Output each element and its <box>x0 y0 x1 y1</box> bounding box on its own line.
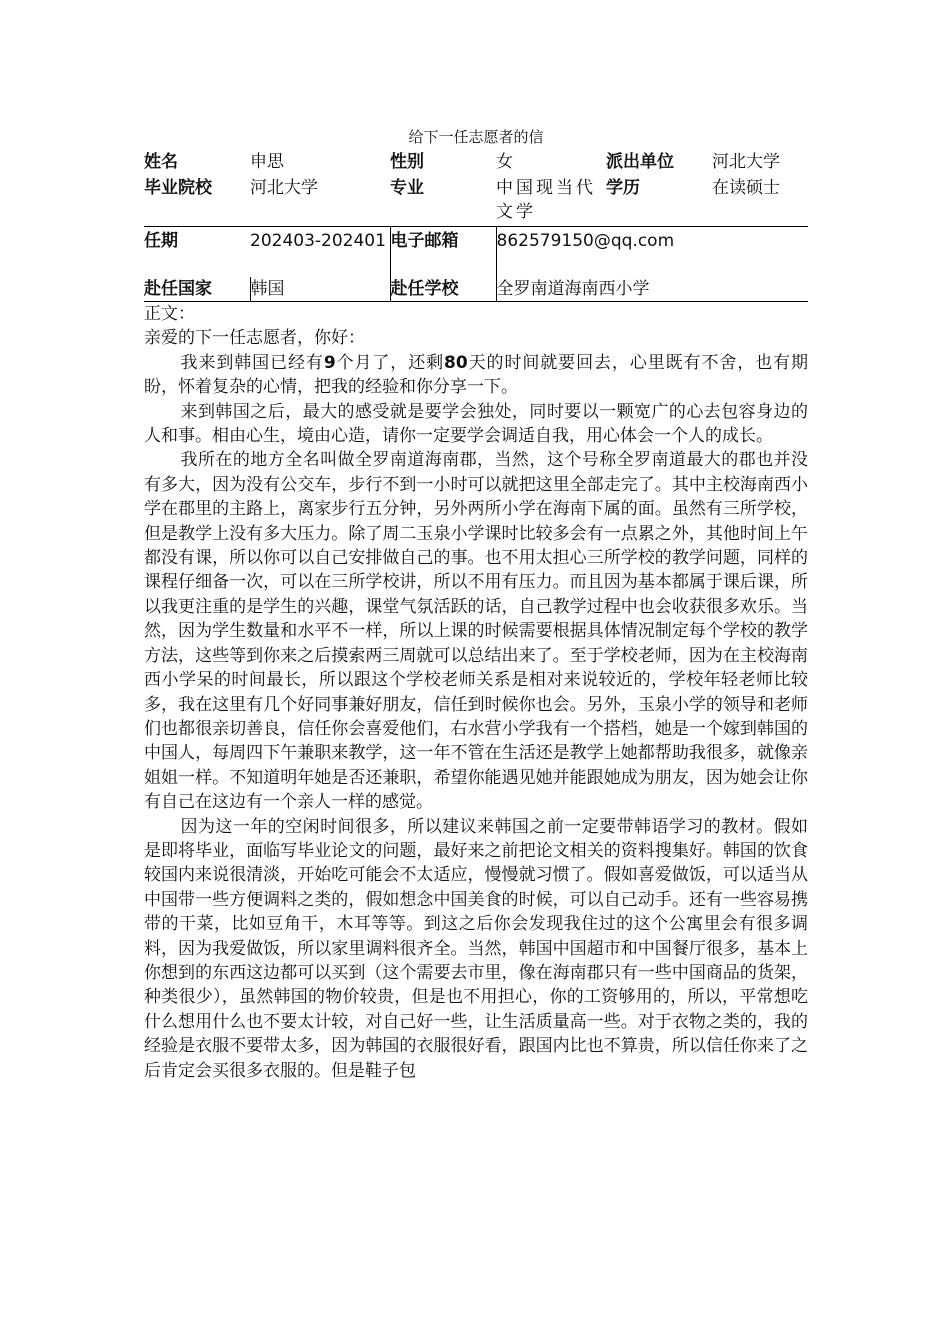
major-value: 中国现当代文学 <box>496 178 596 222</box>
country-value: 韩国 <box>250 277 390 302</box>
name-value: 申思 <box>250 152 284 172</box>
letter-page <box>144 124 808 1083</box>
country-label: 赴任国家 <box>144 277 250 302</box>
paragraph-1-text: 我来到韩国已经有 <box>180 352 324 373</box>
major-label: 专业 <box>390 178 424 198</box>
body-heading: 正文： <box>144 304 195 324</box>
salutation: 亲爱的下一任志愿者，你好： <box>144 328 365 349</box>
paragraph-3: 我所在的地方全名叫做全罗南道海南郡，当然，这个号称全罗南道最大的郡也并没有多大，因为没有公交车，步行不到一小时可以就把这里全部走完了。其中主校海南西小学在郡里的主路上，离家步行五分钟，另外两所小学在海南下属的面。虽然有三所学校，但是教学上没有多大压力。除了周二玉泉小学课时比较多会有一点累之外，其他时间上午都没有课，所以你可以自己安排做自己的事。也不用太担心三所学校的教学问题，同样的课程仔细备一次，可以在三所学校讲，所以不用有压力。而且因为基本都属于课后课，所以我更注重的是学生的兴趣，课堂气氛活跃的话，自己教学过程中也会收获很多欢乐。当然，因为学生数量和水平不一样，所以上课的时候需要根据具体情况制定每个学校的教学方法，这些等到你来之后摸索两三周就可以总结出来了。至于学校老师，因为在主校海南西小学呆的时间最长，所以跟这个学校老师关系是相对来说较近的，学校年轻老师比较多，我在这里有几个好同事兼好朋友，信任到时候你也会。另外，玉泉小学的领导和老师们也都很亲切善良，信任你会喜爱他们，右水营小学我有一个搭档，她是一个嫁到韩国的中国人，每周四下午兼职来教学，这一年不管在生活还是教学上她都帮助我很多，就像亲姐姐一样。不知道明年她是否还兼职，希望你能遇见她并能跟她成为朋友，因为她会让你有自己在这边有一个亲人一样的感觉。 <box>144 450 808 813</box>
gender-value: 女 <box>496 152 513 172</box>
degree-value: 在读硕士 <box>712 178 780 198</box>
unit-label: 派出单位 <box>606 152 674 172</box>
paragraph-2: 来到韩国之后，最大的感受就是要学会独处，同时要以一颗宽广的心去包容身边的人和事。相由心生，境由心造，请你一定要学会调适自我，用心体会一个人的成长。 <box>144 401 808 447</box>
school-value: 河北大学 <box>250 178 318 198</box>
paragraph-1-text: 个月了，还剩 <box>335 352 445 373</box>
info-row <box>144 150 808 176</box>
term-value: 202403-202401 <box>250 227 390 278</box>
paragraph-1 <box>144 351 808 400</box>
paragraph-4: 因为这一年的空闲时间很多，所以建议来韩国之前一定要带韩语学习的教材。假如是即将毕业，面临写毕业论文的问题，最好来之前把论文相关的资料搜集好。韩国的饮食较国内来说很清淡，开始吃可能会不太适应，慢慢就习惯了。假如喜爱做饭，可以适当从中国带一些方便调料之类的，假如想念中国美食的时候，可以自己动手。还有一些容易携带的干菜，比如豆角干，木耳等等。到这之后你会发现我住过的这个公寓里会有很多调料，因为我爱做饭，所以家里调料很齐全。当然，韩国中国超市和中国餐厅很多，基本上你想到的东西这边都可以买到（这个需要去市里，像在海南郡只有一些中国商品的货架，种类很少），虽然韩国的物价较贵，但是也不用担心，你的工资够用的，所以，平常想吃什么想用什么也不要太计较，对自己好一些，让生活质量高一些。对于衣物之类的，我的经验是衣服不要带太多，因为韩国的衣服很好看，跟国内比也不算贵，所以信任你来了之后肯定会买很多衣服的。但是鞋子包 <box>144 816 808 1081</box>
months-count: 9 <box>323 352 336 373</box>
email-label: 电子邮箱 <box>390 227 496 278</box>
info-row <box>144 227 808 278</box>
info-row <box>144 277 808 302</box>
term-label: 任期 <box>144 227 250 278</box>
name-label: 姓名 <box>144 152 178 172</box>
post-school-value: 全罗南道海南西小学 <box>496 277 808 302</box>
post-school-label: 赴任学校 <box>390 277 496 302</box>
paragraph-1-text: 天的时间就要回去，心里既有不舍，也有期盼，怀着复杂的心情，把我的经验和你分享一下。 <box>144 352 809 398</box>
school-label: 毕业院校 <box>144 178 212 198</box>
unit-value: 河北大学 <box>712 152 780 172</box>
volunteer-info-table <box>144 150 808 302</box>
letter-body <box>144 302 808 1083</box>
document-title: 给下一任志愿者的信 <box>408 128 544 146</box>
days-count: 80 <box>444 352 468 373</box>
info-row <box>144 176 808 227</box>
email-value: 862579150@qq.com <box>496 227 808 278</box>
gender-label: 性别 <box>390 152 424 172</box>
degree-label: 学历 <box>606 178 640 198</box>
